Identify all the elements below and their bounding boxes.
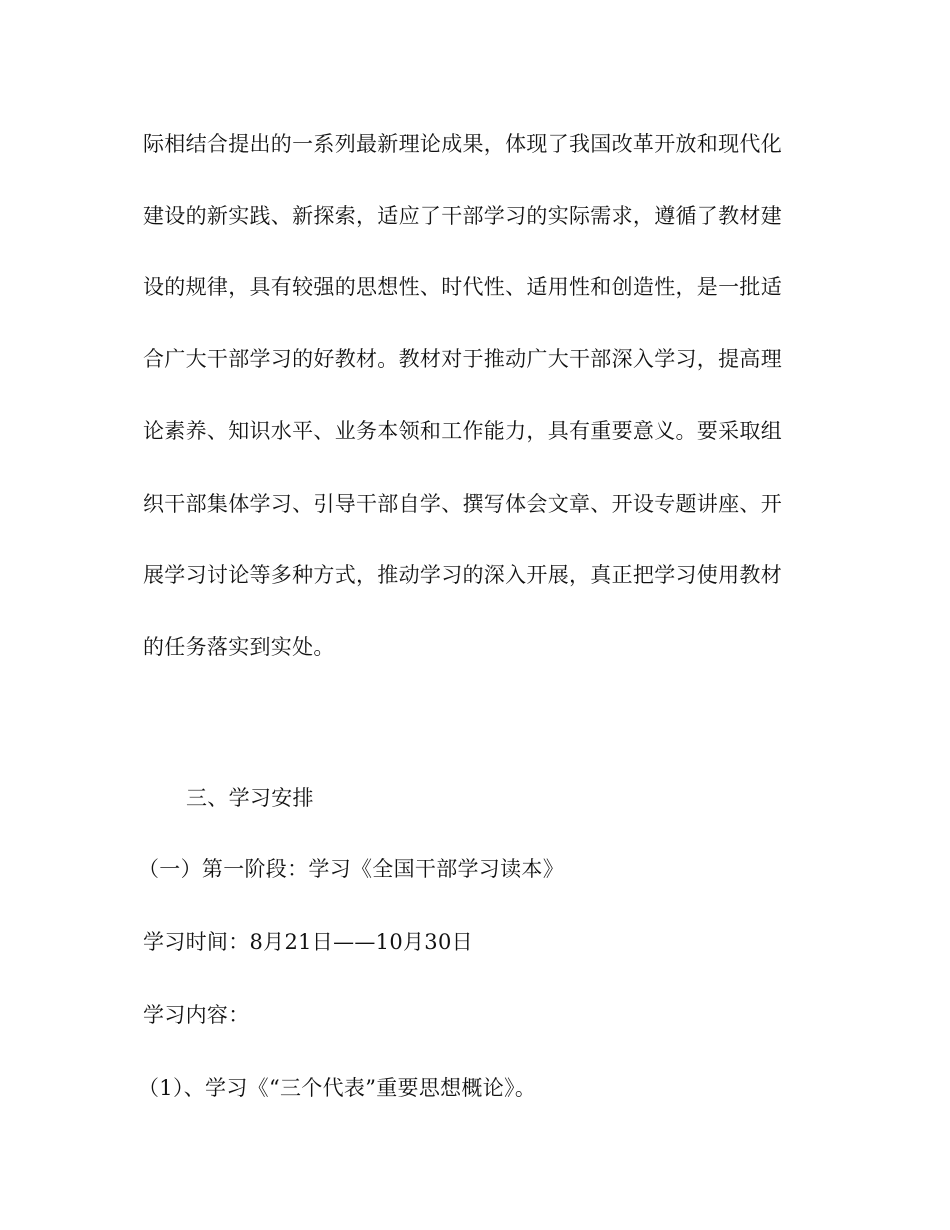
study-item-1: （1）、学习《“三个代表”重要思想概论》。 [138, 1076, 537, 1100]
paragraph-line-3: 设的规律，具有较强的思想性、时代性、适用性和创造性，是一批适 [143, 275, 782, 299]
paragraph-line-7: 展学习讨论等多种方式，推动学习的深入开展，真正把学习使用教材 [143, 563, 782, 587]
paragraph-line-6: 织干部集体学习、引导干部自学、撰写体会文章、开设专题讲座、开 [143, 492, 782, 516]
paragraph-line-4: 合广大干部学习的好教材。教材对于推动广大干部深入学习，提高理 [143, 347, 782, 371]
stage-one-title: （一）第一阶段：学习《全国干部学习读本》 [138, 857, 564, 881]
paragraph-line-8: 的任务落实到实处。 [143, 635, 335, 659]
paragraph-line-2: 建设的新实践、新探索，适应了干部学习的实际需求，遵循了教材建 [143, 204, 782, 228]
section-heading: 三、学习安排 [186, 786, 314, 810]
study-content-label: 学习内容： [143, 1003, 250, 1027]
study-time: 学习时间：8月21日——10月30日 [143, 930, 473, 954]
paragraph-line-1: 际相结合提出的一系列最新理论成果，体现了我国改革开放和现代化 [143, 132, 782, 156]
paragraph-line-5: 论素养、知识水平、业务本领和工作能力，具有重要意义。要采取组 [143, 419, 782, 443]
